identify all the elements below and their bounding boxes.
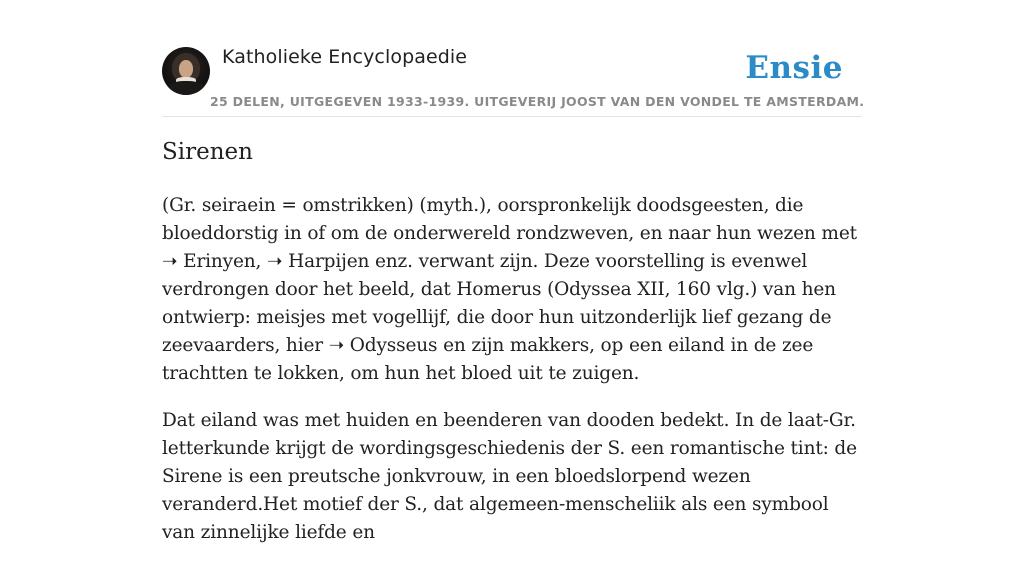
portrait-avatar-icon[interactable] [162,47,210,95]
paragraph-text: Odysseus en zijn makkers, op een eiland in de zee trachtten te lokken, om hun het bloed uit te zuigen. [162,335,814,384]
source-header [162,40,865,117]
cross-reference-arrow-icon[interactable]: ➝ [162,251,178,272]
paragraph-text: (Gr. seiraein = omstrikken) (myth.), oorspronkelijk doodsgeesten, die bloeddorstig in of om de onderwereld rondzweven, en naar hun wezen met [162,195,857,244]
entry-paragraph [162,192,862,388]
source-subtitle: 25 DELEN, UITGEGEVEN 1933-1939. UITGEVERIJ JOOST VAN DEN VONDEL TE AMSTERDAM. [210,94,865,109]
ensie-logo[interactable]: Ensie [745,50,843,86]
source-title-link[interactable]: Katholieke Encyclopaedie [222,46,468,68]
entry-paragraph [162,407,862,547]
entry-title: Sirenen [162,139,253,165]
avatar-face [179,60,193,78]
cross-reference-arrow-icon[interactable]: ➝ [328,335,345,356]
entry-body [162,192,862,566]
paragraph-text: Harpijen enz. verwant zijn. Deze voorstelling is evenwel verdrongen door het beeld, dat Homerus (Odyssea XII, 160 vlg.) van hen ontwierp: meisjes met vogellijf, die door hun uitzonderlijk lief gezang de zeevaarders, hier [162,251,836,356]
cross-reference-arrow-icon[interactable]: ➝ [267,251,283,272]
avatar-coat [166,81,206,95]
paragraph-text: Dat eiland was met huiden en beenderen van dooden bedekt. In de laat-Gr. letterkunde krijgt de wordingsgeschiedenis der S. een romantische tint: de Sirene is een preutsche jonkvrouw, in een bloedslorpend wezen veranderd.Het motief der S., dat algemeen-menscheliik als een symbool van zinnelijke liefde en [162,410,857,543]
paragraph-text: Erinyen, [177,251,267,272]
